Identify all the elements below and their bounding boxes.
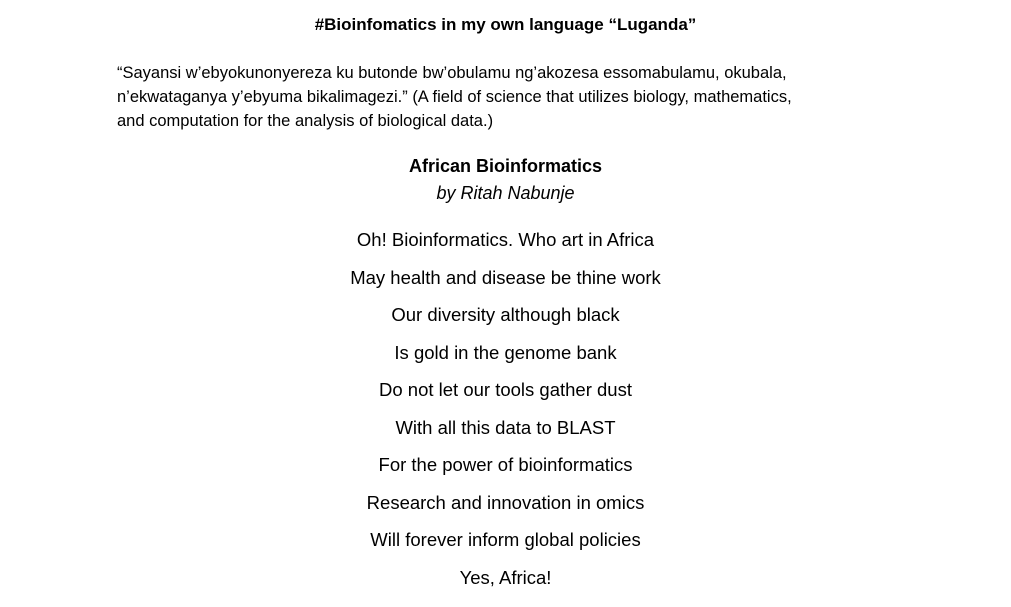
poem-body — [0, 228, 1011, 603]
poem-line: Is gold in the genome bank — [394, 341, 617, 363]
poem-author: by Ritah Nabunje — [436, 183, 575, 203]
poem-line: Research and innovation in omics — [366, 491, 645, 513]
poem-line: For the power of bioinformatics — [378, 454, 633, 475]
poem-line: Yes, Africa! — [459, 566, 552, 588]
poem-line: Our diversity although black — [391, 304, 620, 325]
poem-line: May health and disease be thine work — [350, 266, 661, 288]
poem-line: Do not let our tools gather dust — [379, 379, 632, 400]
definition-line: n’ekwataganya y’ebyuma bikalimagezi.” (A field of science that utilizes biology, mathematics, — [117, 88, 792, 106]
poem-line: With all this data to BLAST — [395, 416, 616, 438]
definition-line: “Sayansi w’ebyokunonyereza ku butonde bw’obulamu ng’akozesa essomabulamu, okubala, — [117, 64, 787, 82]
document-heading: #Bioinfomatics in my own language “Luganda” — [314, 15, 697, 34]
poem-title: African Bioinformatics — [408, 156, 603, 176]
definition-line: and computation for the analysis of biological data.) — [117, 112, 494, 130]
poem-line: Will forever inform global policies — [370, 529, 641, 550]
luganda-definition — [117, 61, 917, 133]
poem-line: Oh! Bioinformatics. Who art in Africa — [356, 229, 655, 250]
